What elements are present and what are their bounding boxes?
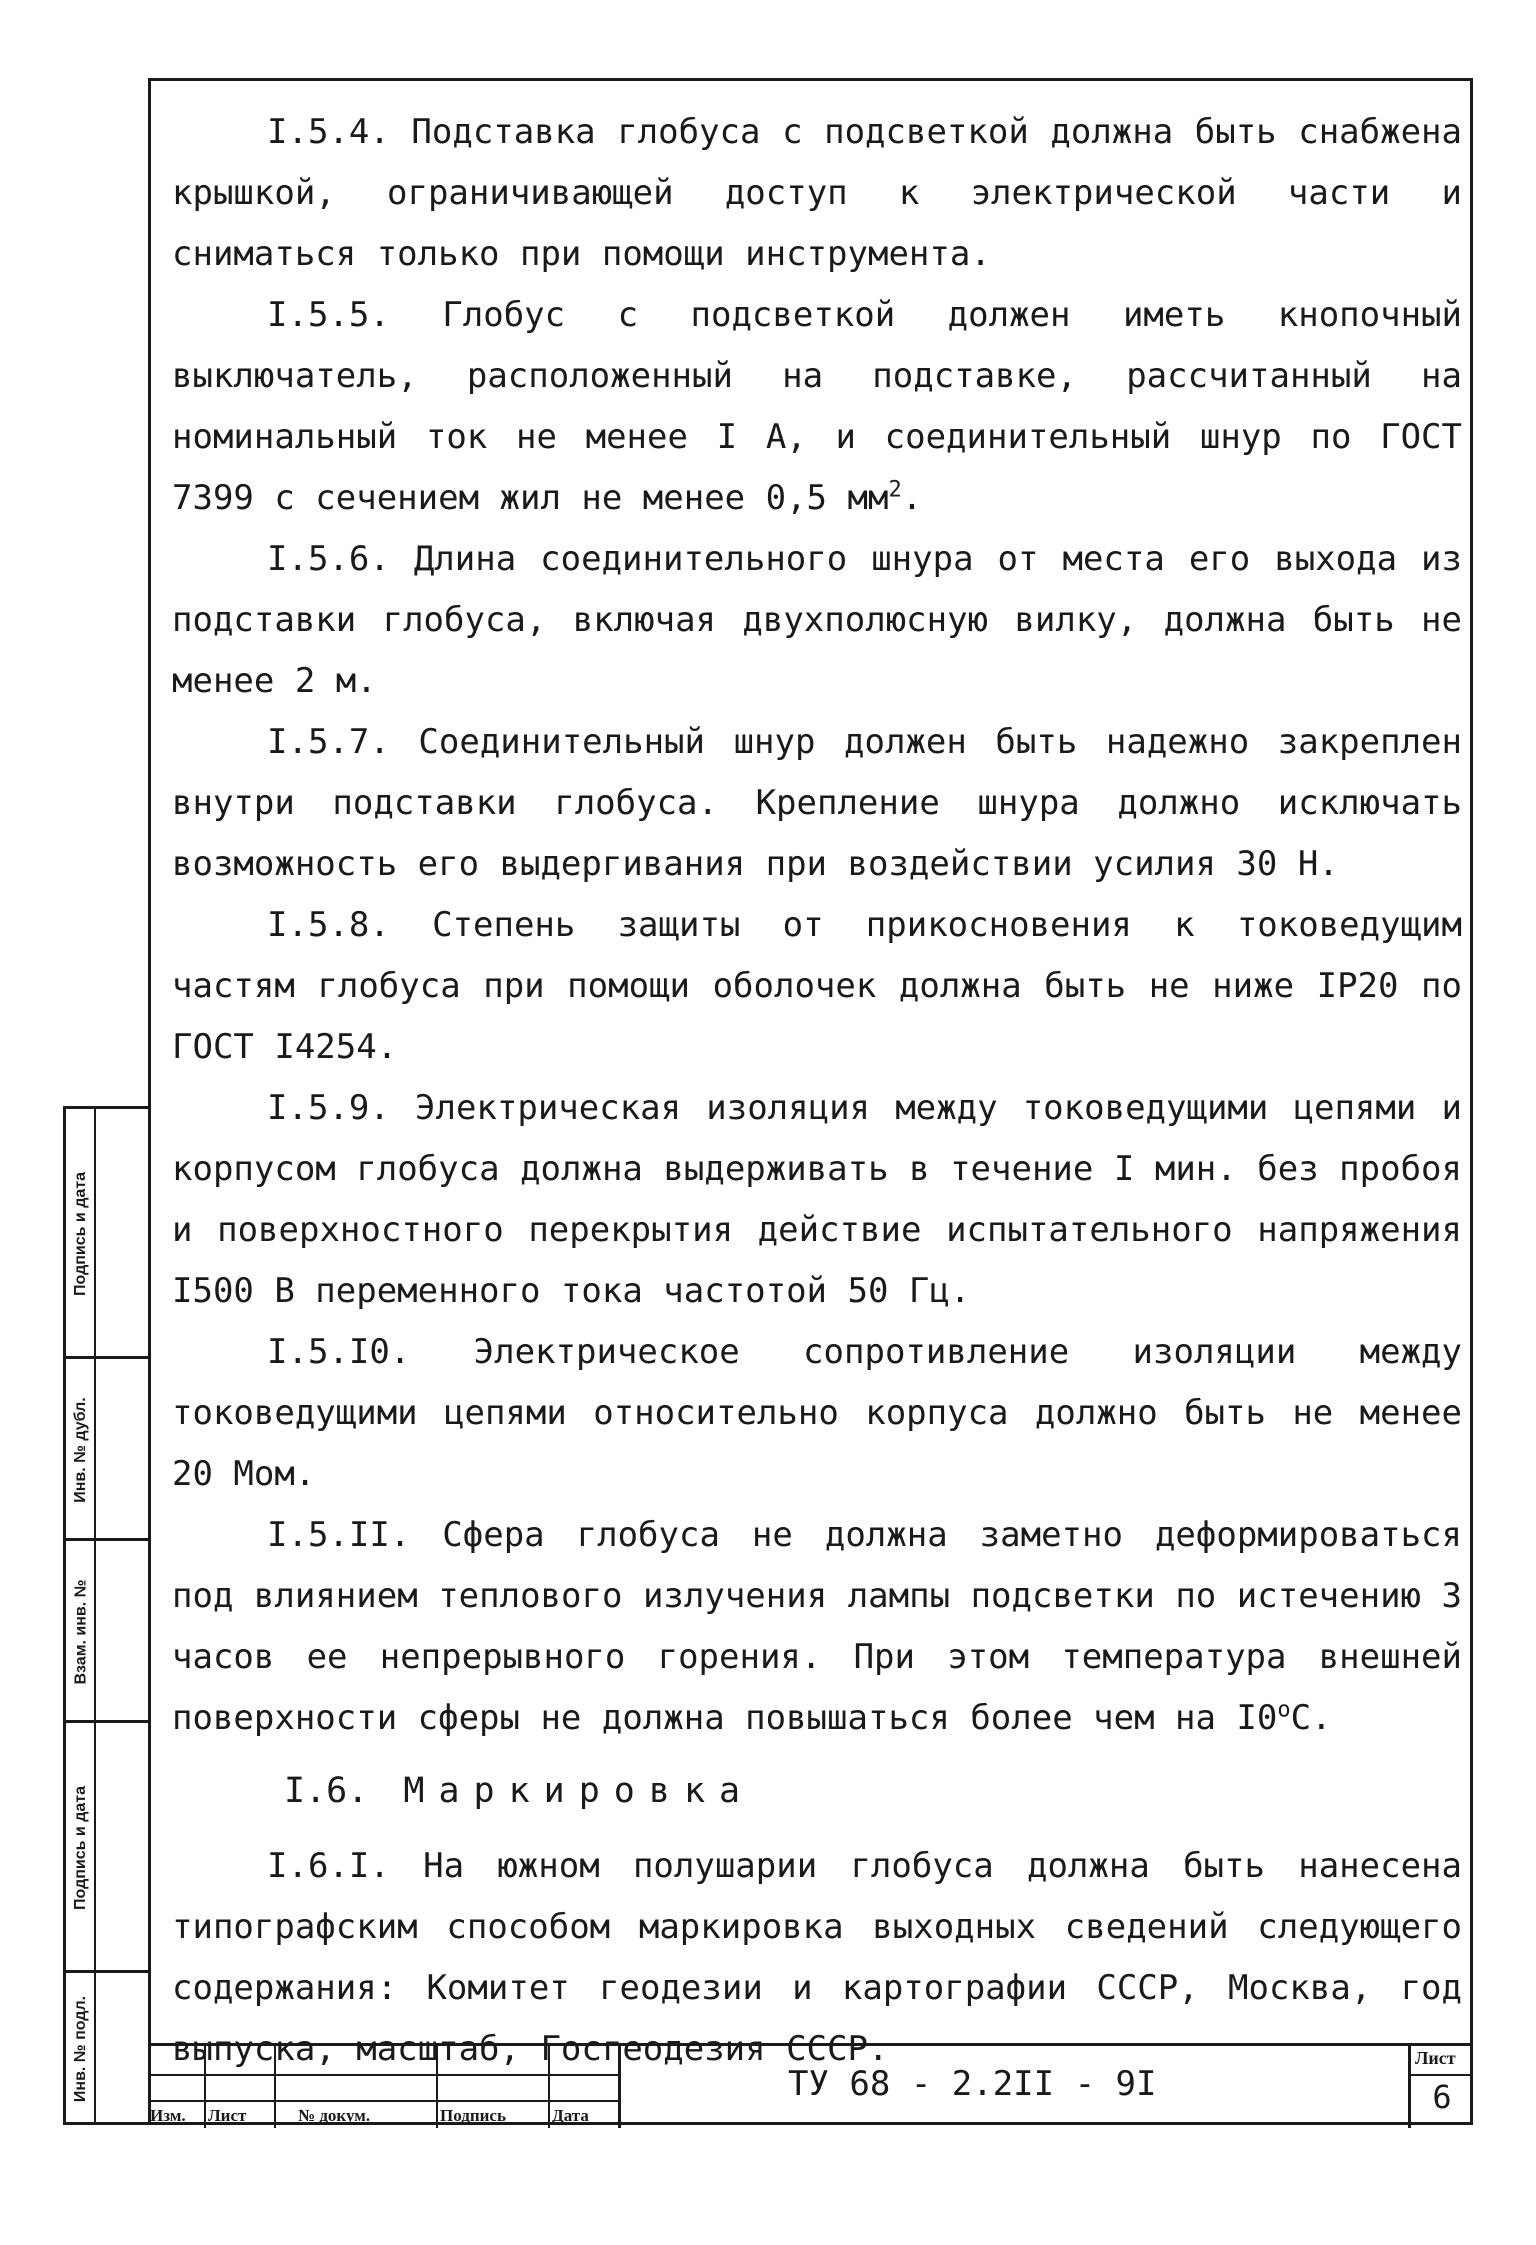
side-stamp [63, 1106, 149, 2125]
caption-sheet: Лист [208, 2106, 247, 2125]
side-cell-signature-date-2: Подпись и дата [66, 1723, 149, 1973]
section-heading: I.6. Маркировка [284, 1771, 755, 1811]
title-block [148, 2043, 1473, 2128]
paragraph-1-5-4: I.5.4. Подставка глобуса с подсветкой должна быть снабжена крышкой, ограничивающей доступ к электрической части и сниматься только при помощи инструмента. [172, 112, 1462, 274]
paragraph-1-5-9: I.5.9. Электрическая изоляция между токоведущими цепями и корпусом глобуса должна выдерживать в течение I мин. без пробоя и поверхностного перекрытия действие испытательного напряжения I500 В переменного тока частотой 50 Гц. [172, 1088, 1462, 1311]
paragraph-1-5-5: I.5.5. Глобус с подсветкой должен иметь кнопочный выключатель, расположенный на подставке, рассчитанный на номинальный ток не менее I А, и соединительный шнур по ГОСТ 7399 с сечением жил не менее 0,5 $мм^2$. [172, 295, 1462, 518]
side-cell-orig-inv: Инв. № подл. [72, 1995, 90, 2103]
paragraph-1-5-6: I.5.6. Длина соединительного шнура от места его выхода из подставки глобуса, включая двухполюсную вилку, должна быть не менее 2 м. [172, 539, 1462, 701]
caption-signature: Подпись [440, 2106, 506, 2125]
document-code: ТУ 68 - 2.2II - 9I [788, 2064, 1157, 2104]
revision-grid [148, 2046, 621, 2128]
caption-date: Дата [552, 2106, 589, 2125]
document-body [172, 102, 1462, 2080]
sheet-label: Лист [1415, 2048, 1456, 2068]
paragraph-1-5-8: I.5.8. Степень защиты от прикосновения к токоведущим частям глобуса при помощи оболочек должна быть не ниже IP20 по ГОСТ I4254. [172, 905, 1462, 1067]
side-cell-signature-date: Подпись и дата [66, 1109, 149, 1359]
paragraph-1-5-10: I.5.I0. Электрическое сопротивление изоляции между токоведущими цепями относительно корпуса должно быть не менее 20 Мом. [172, 1332, 1462, 1494]
sheet-box [1408, 2046, 1473, 2128]
paragraph-1-5-11: I.5.II. Сфера глобуса не должна заметно деформироваться под влиянием теплового излучения лампы подсветки по истечению 3 часов ее непрерывного горения. При этом температура внешней поверхности сферы не должна повышаться более чем на $I0^оС$. [172, 1515, 1462, 1738]
side-cell-replace-inv: Взам. инв. № [66, 1541, 149, 1723]
paragraph-1-5-7: I.5.7. Соединительный шнур должен быть надежно закреплен внутри подставки глобуса. Крепление шнура должно исключать возможность его выдергивания при воздействии усилия 30 Н. [172, 722, 1462, 884]
caption-doc-number: № докум. [298, 2106, 371, 2125]
paragraph-1-6-1: I.6.I. На южном полушарии глобуса должна быть нанесена типографским способом маркировка выходных сведений следующего содержания: Комитет геодезии и картографии СССР, Москва, год выпуска, масштаб, Госгеодезия СССР. [172, 1846, 1462, 2069]
side-cell-dup-inv: Инв. № дубл. [66, 1359, 149, 1541]
caption-change: Изм. [150, 2106, 186, 2125]
sheet-number: 6 [1432, 2078, 1452, 2116]
